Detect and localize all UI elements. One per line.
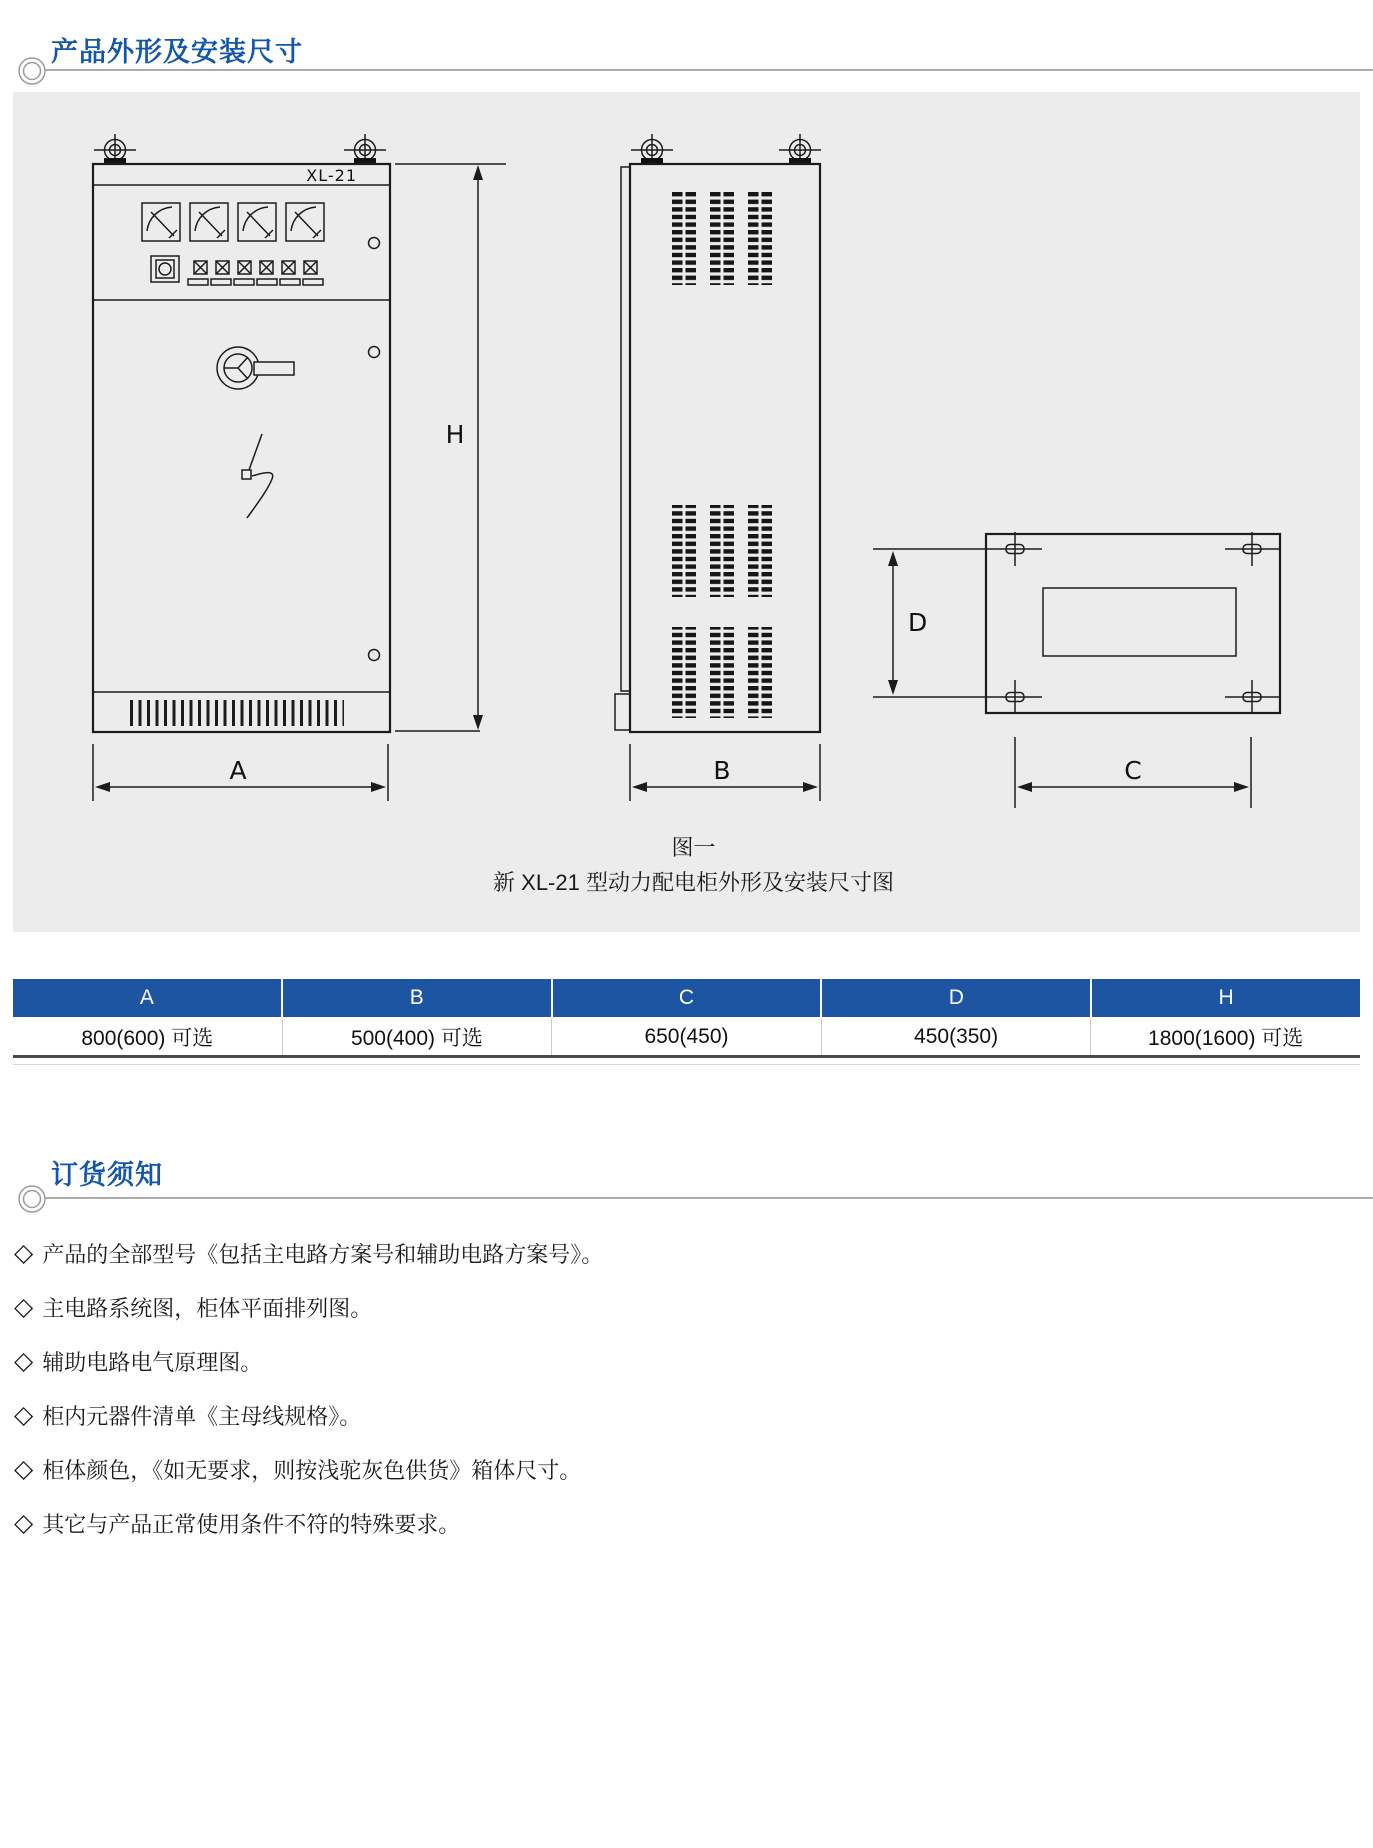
mounting-slot-icon	[1225, 532, 1279, 566]
door-lock-knob	[369, 650, 380, 661]
dim-B	[630, 744, 820, 801]
order-note-text: 其它与产品正常使用条件不符的特殊要求。	[42, 1511, 461, 1537]
section-divider	[44, 1197, 1373, 1199]
dim-D	[873, 549, 988, 697]
dim-C	[1015, 737, 1251, 808]
order-note-item	[14, 1388, 603, 1442]
panel-meter-icon	[238, 203, 276, 241]
cable-entry-opening	[1043, 588, 1236, 656]
order-note-text: 柜内元器件清单《主母线规格》。	[42, 1403, 362, 1429]
label-strips	[188, 279, 323, 285]
dim-label-b: B	[713, 756, 731, 785]
table-header-cell: A	[13, 979, 283, 1017]
mounting-slot-icon	[988, 532, 1042, 566]
dim-H	[395, 164, 506, 731]
indicator-lamp-icon	[282, 261, 295, 274]
figure-number: 图一	[671, 835, 716, 860]
dimension-table	[13, 979, 1360, 1058]
dim-label-a: A	[229, 756, 247, 785]
dim-label-d: D	[908, 608, 928, 637]
lightning-symbol-icon	[242, 434, 273, 518]
diamond-bullet: ◇	[14, 1293, 34, 1321]
base-plan-view	[986, 532, 1280, 714]
diamond-bullet: ◇	[14, 1239, 34, 1267]
mounting-slot-icon	[1225, 680, 1279, 714]
indicator-lamp-icon	[304, 261, 317, 274]
table-value-cell: 1800(1600) 可选	[1148, 1027, 1304, 1050]
indicator-lamp-icon	[216, 261, 229, 274]
order-note-item	[14, 1442, 603, 1496]
indicator-lamp-icon	[260, 261, 273, 274]
order-note-item	[14, 1334, 603, 1388]
cabinet-outline	[93, 164, 390, 732]
order-note-item	[14, 1496, 603, 1550]
panel-meter-icon	[286, 203, 324, 241]
section-title-ordering: 订货须知	[51, 1160, 163, 1190]
panel-meter-icon	[142, 203, 180, 241]
section-title-dimensions: 产品外形及安装尺寸	[51, 37, 303, 67]
lifting-eye-bolt-icon	[779, 134, 821, 164]
cabinet-model-label: XL-21	[306, 166, 357, 185]
panel-meter-icon	[190, 203, 228, 241]
diamond-bullet: ◇	[14, 1401, 34, 1429]
key-switch-icon	[151, 256, 179, 282]
order-note-item	[14, 1280, 603, 1334]
door-handle-icon	[217, 347, 294, 389]
lifting-eye-bolt-icon	[94, 134, 136, 164]
table-value-cell: 450(350)	[822, 1019, 1092, 1055]
table-header-cell: H	[1218, 986, 1234, 1009]
order-note-text: 柜体颜色，《如无要求，则按浅驼灰色供货》箱体尺寸。	[42, 1457, 582, 1483]
order-note-text: 主电路系统图，柜体平面排列图。	[42, 1295, 373, 1321]
table-value-cell: 500(400) 可选	[283, 1019, 553, 1055]
table-value-cell: 650(450)	[552, 1019, 822, 1055]
mounting-slot-icon	[988, 680, 1042, 714]
order-note-item	[14, 1226, 603, 1280]
door-foot	[615, 694, 630, 730]
louver-vents	[672, 505, 772, 597]
table-header-cell: D	[822, 979, 1092, 1017]
order-note-text: 辅助电路电气原理图。	[42, 1349, 263, 1375]
table-underline	[13, 1064, 1360, 1065]
dim-label-h: H	[445, 420, 465, 449]
table-header-row	[13, 979, 1360, 1019]
ventilation-grille	[130, 700, 344, 726]
dim-A	[93, 744, 388, 801]
louver-vents	[672, 192, 772, 285]
door-lock-knob	[369, 238, 380, 249]
figure-caption: 新 XL-21 型动力配电柜外形及安装尺寸图	[493, 870, 894, 895]
door-edge	[621, 167, 630, 691]
table-header-cell: C	[553, 979, 823, 1017]
lifting-eye-bolt-icon	[631, 134, 673, 164]
diamond-bullet: ◇	[14, 1455, 34, 1483]
front-view	[93, 134, 390, 732]
table-header-cell: B	[283, 979, 553, 1017]
diamond-bullet: ◇	[14, 1347, 34, 1375]
order-note-text: 产品的全部型号《包括主电路方案号和辅助电路方案号》。	[42, 1241, 604, 1267]
lifting-eye-bolt-icon	[344, 134, 386, 164]
indicator-lamp-icon	[194, 261, 207, 274]
order-notes-list	[14, 1226, 603, 1550]
table-row	[13, 1019, 1360, 1058]
section-bullet-icon	[17, 1184, 47, 1214]
indicator-lamp-icon	[238, 261, 251, 274]
door-lock-knob	[369, 347, 380, 358]
side-view	[615, 134, 821, 732]
diamond-bullet: ◇	[14, 1509, 34, 1537]
louver-vents	[672, 627, 772, 718]
dim-label-c: C	[1124, 756, 1142, 785]
table-value-cell: 800(600) 可选	[13, 1019, 283, 1055]
